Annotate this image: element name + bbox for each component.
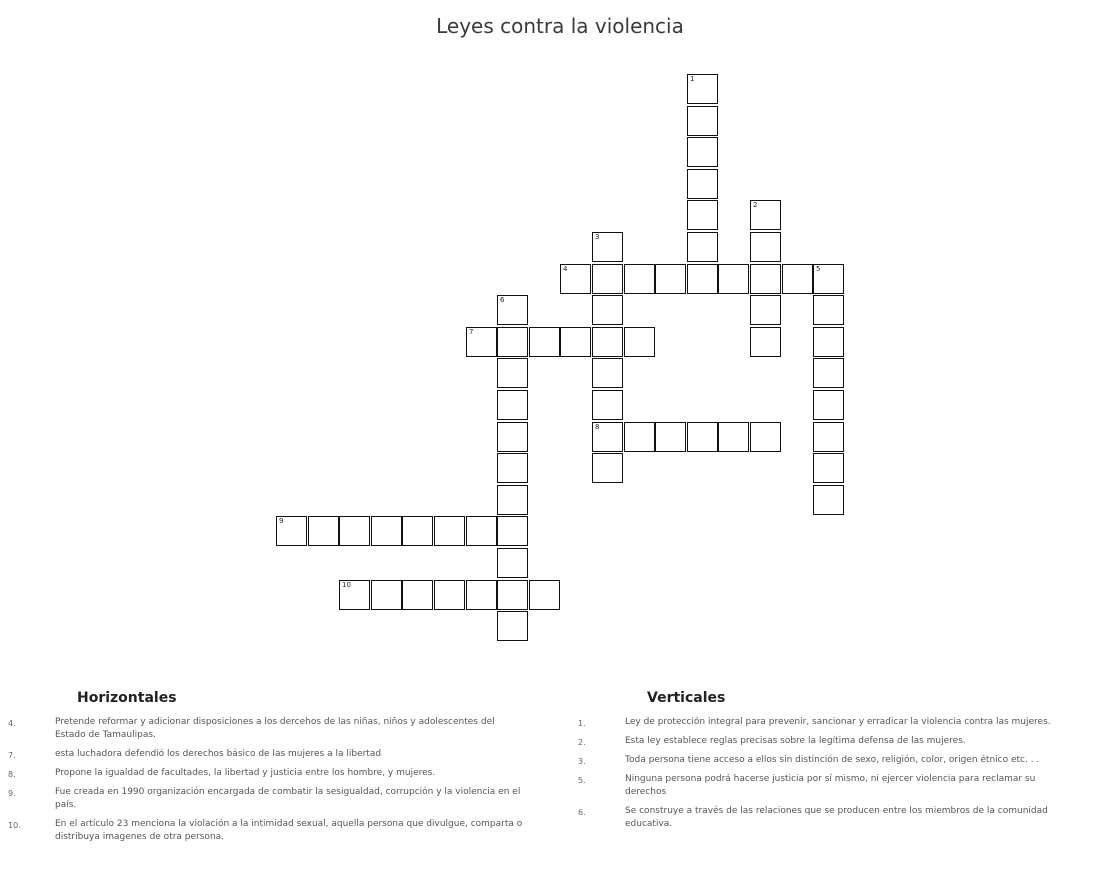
crossword-cell[interactable] bbox=[308, 516, 339, 546]
clue-item bbox=[578, 716, 1078, 729]
crossword-cell[interactable] bbox=[592, 453, 623, 483]
crossword-cell[interactable] bbox=[687, 137, 718, 167]
crossword-cell[interactable] bbox=[592, 327, 623, 357]
crossword-cell[interactable] bbox=[624, 422, 655, 452]
crossword-cell[interactable] bbox=[750, 327, 781, 357]
crossword-cell[interactable] bbox=[497, 295, 528, 325]
clue-item bbox=[578, 735, 1078, 748]
crossword-cell[interactable] bbox=[434, 580, 465, 610]
crossword-cell[interactable] bbox=[687, 422, 718, 452]
crossword-cell[interactable] bbox=[497, 327, 528, 357]
clue-text: Pretende reformar y adicionar disposiciones a los dercehos de las niñas, niños y adolescentes del Estado de Tamaulipas. bbox=[55, 717, 495, 740]
clue-item bbox=[8, 767, 528, 780]
crossword-cell[interactable] bbox=[497, 516, 528, 546]
crossword-cell[interactable] bbox=[813, 453, 844, 483]
crossword-cell[interactable] bbox=[276, 516, 307, 546]
crossword-cell[interactable] bbox=[497, 548, 528, 578]
crossword-cell[interactable] bbox=[371, 516, 402, 546]
clue-text: esta luchadora defendió los derechos básico de las mujeres a la libertad bbox=[55, 749, 382, 759]
crossword-cell[interactable] bbox=[592, 264, 623, 294]
crossword-cell[interactable] bbox=[497, 390, 528, 420]
crossword-cell[interactable] bbox=[718, 264, 749, 294]
crossword-cell[interactable] bbox=[624, 264, 655, 294]
clue-item bbox=[578, 805, 1078, 831]
crossword-cell[interactable] bbox=[402, 516, 433, 546]
horizontal-clues bbox=[8, 690, 528, 850]
clue-item bbox=[8, 716, 528, 742]
clue-text: Toda persona tiene acceso a ellos sin distinción de sexo, religión, color, origen étnico etc. . . bbox=[625, 755, 1040, 765]
crossword-cell[interactable] bbox=[592, 390, 623, 420]
clue-text: Esta ley establece reglas precisas sobre la legítima defensa de las mujeres. bbox=[625, 736, 966, 746]
clue-item bbox=[8, 818, 528, 844]
crossword-cell[interactable] bbox=[592, 358, 623, 388]
clue-item bbox=[8, 748, 528, 761]
crossword-cell[interactable] bbox=[750, 264, 781, 294]
crossword-cell[interactable] bbox=[750, 232, 781, 262]
crossword-cell[interactable] bbox=[592, 295, 623, 325]
crossword-cell[interactable] bbox=[497, 485, 528, 515]
clue-number: 1. bbox=[578, 719, 586, 728]
crossword-cell[interactable] bbox=[466, 580, 497, 610]
crossword-cell[interactable] bbox=[560, 264, 591, 294]
clue-text: Fue creada en 1990 organización encargada de combatir la sesigualdad, corrupción y la violencia en el país. bbox=[55, 787, 521, 810]
crossword-cell[interactable] bbox=[813, 295, 844, 325]
crossword-cell[interactable] bbox=[529, 580, 560, 610]
crossword-cell[interactable] bbox=[339, 516, 370, 546]
crossword-cell[interactable] bbox=[813, 358, 844, 388]
cell-number: 10 bbox=[342, 581, 351, 589]
cell-number: 2 bbox=[753, 201, 758, 209]
crossword-cell[interactable] bbox=[813, 485, 844, 515]
vertical-heading: Verticales bbox=[647, 690, 726, 706]
crossword-cell[interactable] bbox=[624, 327, 655, 357]
cell-number: 4 bbox=[563, 265, 568, 273]
clue-item bbox=[8, 786, 528, 812]
crossword-cell[interactable] bbox=[687, 232, 718, 262]
cell-number: 3 bbox=[595, 233, 600, 241]
crossword-cell[interactable] bbox=[529, 327, 560, 357]
crossword-cell[interactable] bbox=[592, 422, 623, 452]
clue-item bbox=[578, 754, 1078, 767]
crossword-cell[interactable] bbox=[497, 580, 528, 610]
cell-number: 5 bbox=[816, 265, 821, 273]
crossword-cell[interactable] bbox=[687, 200, 718, 230]
crossword-cell[interactable] bbox=[497, 453, 528, 483]
crossword-cell[interactable] bbox=[434, 516, 465, 546]
crossword-cell[interactable] bbox=[466, 327, 497, 357]
page-title: Leyes contra la violencia bbox=[436, 14, 684, 38]
vertical-clues bbox=[578, 690, 1078, 837]
crossword-cell[interactable] bbox=[497, 358, 528, 388]
crossword-cell[interactable] bbox=[687, 169, 718, 199]
clue-item bbox=[578, 773, 1078, 799]
clue-number: 9. bbox=[8, 789, 16, 798]
crossword-cell[interactable] bbox=[371, 580, 402, 610]
clue-number: 8. bbox=[8, 770, 16, 779]
crossword-cell[interactable] bbox=[655, 422, 686, 452]
clue-text: En el artículo 23 menciona la violación a la intimidad sexual, aquella persona que divulgue, comparta o distribuya imagenes de otra persona. bbox=[55, 819, 523, 842]
crossword-cell[interactable] bbox=[750, 295, 781, 325]
crossword-cell[interactable] bbox=[813, 264, 844, 294]
crossword-cell[interactable] bbox=[687, 74, 718, 104]
crossword-cell[interactable] bbox=[655, 264, 686, 294]
clue-text: Ninguna persona podrá hacerse justicia por sí mismo, ni ejercer violencia para reclamar su derechos bbox=[625, 774, 1036, 797]
crossword-cell[interactable] bbox=[466, 516, 497, 546]
crossword-cell[interactable] bbox=[402, 580, 433, 610]
crossword-cell[interactable] bbox=[750, 422, 781, 452]
crossword-cell[interactable] bbox=[750, 200, 781, 230]
crossword-cell[interactable] bbox=[687, 264, 718, 294]
cell-number: 8 bbox=[595, 423, 600, 431]
crossword-cell[interactable] bbox=[497, 422, 528, 452]
clue-number: 2. bbox=[578, 738, 586, 747]
crossword-cell[interactable] bbox=[782, 264, 813, 294]
cell-number: 7 bbox=[469, 328, 474, 336]
crossword-cell[interactable] bbox=[718, 422, 749, 452]
crossword-cell[interactable] bbox=[497, 611, 528, 641]
clue-number: 4. bbox=[8, 719, 16, 728]
clue-number: 10. bbox=[8, 821, 21, 830]
crossword-cell[interactable] bbox=[339, 580, 370, 610]
crossword-cell[interactable] bbox=[560, 327, 591, 357]
horizontal-heading: Horizontales bbox=[77, 690, 177, 706]
clue-text: Propone la igualdad de facultades, la libertad y justicia entre los hombre, y mujeres. bbox=[55, 768, 436, 778]
clue-text: Ley de protección integral para prevenir, sancionar y erradicar la violencia contra las mujeres. bbox=[625, 717, 1051, 727]
clue-number: 6. bbox=[578, 808, 586, 817]
clue-number: 5. bbox=[578, 776, 586, 785]
crossword-cell[interactable] bbox=[813, 327, 844, 357]
crossword-cell[interactable] bbox=[813, 422, 844, 452]
clue-text: Se construye a través de las relaciones que se producen entre los miembros de la comunidad educativa. bbox=[625, 806, 1048, 829]
clue-number: 7. bbox=[8, 751, 16, 760]
crossword-cell[interactable] bbox=[813, 390, 844, 420]
cell-number: 6 bbox=[500, 296, 505, 304]
crossword-cell[interactable] bbox=[592, 232, 623, 262]
vertical-clue-list bbox=[578, 716, 1078, 831]
cell-number: 1 bbox=[690, 75, 695, 83]
horizontal-clue-list bbox=[8, 716, 528, 844]
crossword-cell[interactable] bbox=[687, 106, 718, 136]
cell-number: 9 bbox=[279, 517, 284, 525]
clue-number: 3. bbox=[578, 757, 586, 766]
